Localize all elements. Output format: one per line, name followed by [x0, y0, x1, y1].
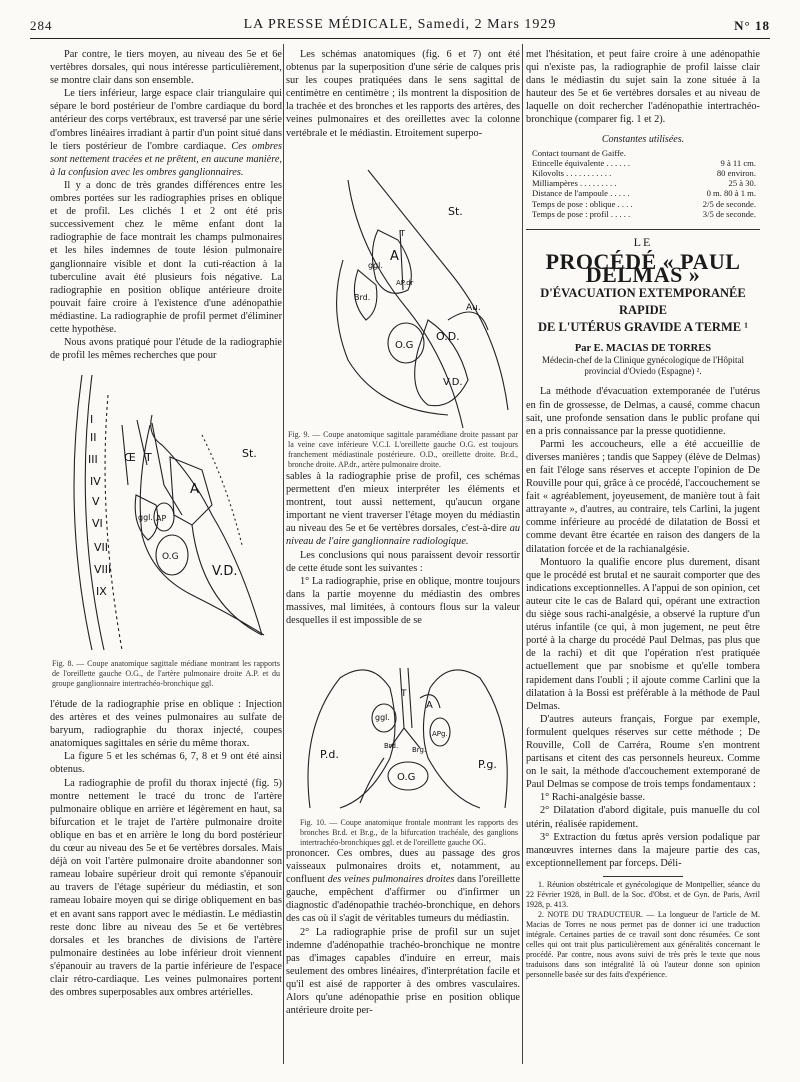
journal-title: LA PRESSE MÉDICALE, Samedi, 2 Mars 1929 — [243, 17, 557, 32]
paragraph: 3° Extraction du fœtus après version podalique par manœuvres internes dans la majeure partie des cas, exceptionnellement par forceps. Déli- — [526, 831, 760, 869]
ganglion-label: ggl. — [375, 713, 390, 722]
paragraph: sables à la radiographie prise de profil, ces schémas permettent d'en mieux interpréter les éléments et montrent, tout aussi nettement, qu'aucun organe important ne vient traverser l'étage moyen du médiastin au niveau des 5e et 6e vertèbres dorsales, c'est-à-dire au niveau de l'aire ganglionnaire radiologique. — [286, 471, 521, 548]
paragraph: Nous avons pratiqué pour l'étude de la radiographie de profil les mêmes recherches que pour — [50, 337, 282, 362]
constant-name: Temps de pose : profil . . . . . — [532, 208, 631, 219]
paragraph: prononcer. Ces ombres, dues au passage des gros vaisseaux pulmonaires droits et, notamment, au confluent des veines pulmonaires droites dans l'oreillette gauche, empêchent d'affirmer ou d'infirmer un diagnostic d'adénopathie trachéo-bronchique, en dehors des cas où il s'agit de véritables tumeurs du médiastin. — [286, 848, 521, 925]
constant-name: Kilovolts . . . . . . . . . . . — [532, 168, 612, 179]
article-title: PROCÉDÉ « PAUL DELMAS » — [545, 249, 741, 288]
left-lung-label: P.g. — [478, 758, 497, 771]
constants-table — [532, 148, 756, 219]
figure-8 — [52, 365, 280, 689]
footnote: 2. NOTE DU TRADUCTEUR. — La longueur de l'article de M. Macias de Torres ne nous permet pas de donner ici une traduction intégrale. Certaines parties de ce travail sont donc résumées. Ce sont celles qui ont trait plus particulièrement aux généralités concernant le procédé. Par contre, nous avons suivi de très près le texte que nous traduisons dans son intégralité là où l'auteur donne son opinion personnelle basée sur des faits d'expérience. — [526, 909, 760, 979]
constants-title: Constantes utilisées. — [601, 133, 685, 145]
pulmonary-artery-label: APg. — [432, 730, 448, 738]
paragraph: La méthode d'évacuation extemporanée de l'utérus en fin de grossesse, de Delmas, a causé, comme chacun sait, une profonde sensation dans le public profane qui en a pris connaissance par la presse quotidienne. — [526, 386, 760, 437]
paragraph: Par contre, le tiers moyen, au niveau des 5e et 6e vertèbres dorsales, qui nous intéresse particulièrement, se montre clair dans son ensemble. — [50, 49, 282, 87]
right-bronchus-label: Brd. — [354, 293, 371, 302]
right-ventricle-label: V.D. — [212, 564, 238, 579]
figure-10 — [300, 648, 518, 848]
constant-name: Temps de pose : oblique . . . . — [532, 198, 633, 209]
column-1-continued — [50, 698, 282, 999]
paragraph: La radiographie de profil du thorax injecté (fig. 5) montre nettement le tracé du tronc de l'artère pulmonaire oblique en arrière et légèrement en haut, sa bifurcation et le trajet de l'artère pulmonaire droite oblique en bas et en arrière le long du bord postérieur du cœur au niveau des 5e et 6e vertèbres dorsales. Mais déjà on voit l'artère pulmonaire droite abandonner son rameau lobaire supérieur droit qui remonte s'épanouir au travers de l'étage supérieur du médiastin, et son rameau lobaire moyen qui se dirige obliquement en bas et en avant sans rapport avec le médiastin. Le médiastin reste donc libre au niveau des 5e et 6e vertèbres dorsales et les branches de divisions de l'artère pulmonaire destinées au lobe inférieur droit viennent s'épanouir au travers de la partie inférieure de l'espace clair rétro-cardiaque. Les veines pulmonaires portent des ombres superposables aux ombres artérielles. — [50, 777, 282, 999]
vertebra-label: II — [90, 431, 97, 444]
aorta-label: A — [190, 482, 199, 497]
auricle-label: Au. — [466, 303, 481, 313]
constants-row — [532, 178, 756, 188]
right-atrium-label: O.D. — [436, 330, 460, 343]
paragraph: Montuoro la qualifie encore plus durement, disant que le procédé est brutal et ne saurait comporter que des indications exceptionnelles. A l'appui de son opinion, cet auteur cite le cas de Balard qui, opérant une extraction du siège sous rachi-analgésie, a observé la rupture d'un utérus infantile (ce qui, à mon jugement, ne peut être porté à la charge du procédé Paul Delmas, pas plus que de la rachi) et dit que l'opération n'est pratiquée actuellement que par snobisme et qu'elle tombera rapidement dans l'oubli ; il ajoute comme Carlini que la dilatation à la Bossi est préférable à la méthode de Paul Delmas. — [526, 556, 760, 712]
constant-name: Milliampères . . . . . . . . . — [532, 178, 617, 189]
column-2-bottom — [286, 847, 520, 1017]
constants-row — [532, 148, 756, 158]
paragraph: Le tiers inférieur, large espace clair triangulaire qui sépare le bord postérieur de l'ombre cardiaque du bord antérieur des corps vertébraux, est traversé par une série d'ombres linéaires irradiant à partir d'un point situé dans le tiers postérieur de l'ombre cardiaque. Ces ombres sont nettement tracées et ne prêtent, en aucune manière, à la confusion avec les ombres ganglionnaires. — [50, 88, 282, 178]
paragraph: met l'hésitation, et peut faire croire à une adénopathie qui n'existe pas, la radiographie de profil laisse clair dans le médiastin du sujet sain la zone située à la hauteur des 5e et 6e vertèbres dorsales et au niveau de laquelle on doit rechercher l'adénopathie intertrachéo-bronchique (comparer fig. 1 et 2). — [526, 49, 760, 126]
sternum-label: St. — [242, 447, 257, 460]
figure-10-caption: Fig. 10. — Coupe anatomique frontale montrant les rapports des bronches Br.d. et Br.g., de la bifurcation trachéale, des ganglions intertrachéo-bronchiques ggl. et de l'oreillette gauche OG. — [300, 818, 518, 847]
column-divider — [283, 44, 284, 1064]
paragraph: D'autres auteurs français, Forgue par exemple, formulent quelques réserves sur cette méthode ; De Rouville, Coll de Carréra, Roume s'en montrent partisans et citent des cas personnels heureux. Comme on le sait, la méthode d'accouchement extemporané de Paul Delmas se compose de trois temps fondamentaux : — [526, 713, 760, 791]
left-bronchus-label: Brg. — [412, 746, 427, 754]
vertebra-label: IV — [90, 475, 101, 488]
paragraph: 1° La radiographie, prise en oblique, montre toujours dans la partie moyenne du médiastin des ombres massives, mal limitées, à contours flous sur la valeur desquelles il est impossible de se — [286, 575, 520, 627]
paragraph: 2° La radiographie prise de profil sur un sujet indemne d'adénopathie trachéo-bronchique ne montre pas d'images capables d'induire en erreur, mais seulement des ombres linéaires, d'interprétation facile et qu'il est aisé de rapporter à des ombres vasculaires. Alors qu'une adénopathie prise en position oblique antérieure droite per- — [286, 926, 520, 1017]
paragraph: Il y a donc de très grandes différences entre les ombres portées sur les radiographies prises en oblique et de profil. Les clichés 1 et 2 ont été pris successivement chez le même enfant dont la radiographie de face montrait les champs pulmonaires et les hiles indemnes de toute lésion pulmonaire ganglionnaire visible et dont la cuti-réaction à la tuberculine avait été plusieurs fois négative. La radiographie en position oblique antérieure droite pouvait faire croire à l'existence d'une adénopathie médiastine. La radiographie de profil permet d'éliminer cette hypothèse. — [50, 179, 282, 335]
constants-row — [532, 199, 756, 209]
article-subtitle: D'ÉVACUATION EXTEMPORANÉE RAPIDE — [540, 286, 746, 318]
constants-row — [532, 158, 756, 168]
footnote: 1. Réunion obstétricale et gynécologique de Montpellier, séance du 22 Février 1928, in Bull. de la Soc. d'Obst. et de Gyn. de Paris, Avril 1928, p. 413. — [526, 879, 760, 909]
right-ventricle-label: V.D. — [443, 377, 463, 388]
vertebra-label: V — [92, 495, 100, 508]
paragraph: La figure 5 et les schémas 6, 7, 8 et 9 ont été ainsi obtenus. — [50, 751, 282, 776]
figure-10-drawing — [300, 648, 518, 816]
vertebra-label: I — [90, 413, 94, 426]
left-atrium-label: O.G — [397, 772, 416, 783]
constant-name: Distance de l'ampoule . . . . . — [532, 188, 630, 199]
footnotes — [526, 880, 760, 980]
trachea-label: T — [401, 689, 407, 699]
constant-value: 3/5 de seconde. — [702, 208, 756, 219]
paragraph: 1° Rachi-analgésie basse. — [540, 792, 646, 804]
constant-value: 25 à 30. — [728, 178, 756, 189]
right-bronchus-label: Brd. — [384, 742, 399, 750]
footnote-divider — [603, 876, 683, 877]
page-header — [30, 12, 770, 39]
constant-name: Contact tournant de Gaiffe. — [532, 147, 626, 158]
constants-row — [532, 168, 756, 178]
column-1 — [50, 48, 282, 362]
article-subtitle: DE L'UTÉRUS GRAVIDE A TERME ¹ — [538, 320, 748, 335]
figure-9-drawing — [288, 160, 518, 428]
vertebra-label: VII — [94, 541, 109, 554]
paragraph: l'étude de la radiographie prise en oblique : Injection des artères et des veines pulmonaires au sulfate de baryum, radiographie du thorax injecté, coupes anatomiques sagittales en série du même thorax. — [50, 699, 282, 750]
figure-9 — [288, 160, 518, 470]
left-atrium-label: O.G — [162, 552, 179, 562]
column-divider — [522, 44, 523, 1064]
sternum-label: St. — [448, 205, 463, 218]
constant-value: 0 m. 80 à 1 m. — [706, 188, 756, 199]
constants-row — [532, 209, 756, 219]
figure-8-drawing — [52, 365, 280, 657]
figure-8-caption: Fig. 8. — Coupe anatomique sagittale médiane montrant les rapports de l'oreillette gauche O.G., de l'artère pulmonaire droite A.P. et du groupe ganglionnaire intertrachéo-bronchique ggl. — [52, 659, 280, 688]
divider — [526, 229, 760, 230]
constants-row — [532, 188, 756, 198]
pulmonary-artery-label: AP.dr — [396, 279, 414, 287]
column-2 — [286, 48, 520, 140]
vertebra-label: VI — [92, 517, 103, 530]
constant-value — [679, 148, 757, 158]
article-prefix: LE — [633, 235, 653, 250]
paragraph: Parmi les accoucheurs, elle a été accueillie de diverses manières ; tandis que Sappey (élève de Delmas) en fait l'éloge sans réserves et accepte l'opinion de De Rouville pour qui, grâce à ce procédé, l'accouchement se fait « agréablement, joyeusement, de manière tout à fait attrayante », d'autres, au contraire, tels Carlini, la jugent comme inférieure au procédé de dilatation de Bossi et comme devant être écartée en raison des dangers de la dilatation forcée et de la rachianalgésie. — [526, 438, 761, 555]
article-affiliation: Médecin-chef de la Clinique gynécologique de l'Hôpital provincial d'Oviedo (Espagne) ². — [541, 355, 745, 377]
vertebra-label: III — [88, 453, 98, 466]
oesophagus-label: Œ — [124, 451, 136, 464]
ganglion-label: ggl. — [138, 513, 153, 522]
aorta-label: A — [426, 700, 433, 711]
article-author: Par E. MACIAS DE TORRES — [574, 343, 712, 355]
constant-value: 9 à 11 cm. — [720, 157, 756, 168]
figure-9-caption: Fig. 9. — Coupe anatomique sagittale paramédiane droite passant par la veine cave inférieure V.C.I. L'oreillette gauche O.G. est toujours franchement médiastinale postérieure. O.D., oreillette droite. Br.d., bronche droite. AP.dr., artère pulmonaire droite. — [288, 430, 518, 469]
constant-name: Etincelle équivalente . . . . . . — [532, 157, 631, 168]
page-number: 284 — [30, 18, 53, 33]
trachea-label: T — [145, 451, 152, 464]
trachea-label: T — [400, 229, 405, 238]
paragraph: Les conclusions qui nous paraissent devoir ressortir de cette étude sont les suivantes : — [286, 549, 520, 574]
constant-value: 80 environ. — [716, 168, 756, 179]
column-2-middle — [286, 470, 520, 627]
paragraph: Les schémas anatomiques (fig. 6 et 7) ont été obtenus par la superposition d'une série de calques pris sur les coupes pratiquées dans le sens sagittal de centimètre en centimètre ; ils montrent la disposition de la trachée et des bronches et les rapports des artères, des veines pulmonaires et des oreillettes avec la colonne vertébrale et le médiastin. Etroitement superpo- — [286, 49, 520, 139]
column-3 — [526, 48, 760, 980]
right-lung-label: P.d. — [320, 748, 339, 761]
aorta-label: A — [390, 249, 399, 264]
vertebra-label: IX — [96, 585, 107, 598]
left-atrium-label: O.G — [395, 340, 414, 351]
issue-number: N° 18 — [734, 18, 770, 33]
ganglion-label: ggl. — [368, 261, 383, 270]
vertebra-label: VIII — [94, 563, 112, 576]
pulmonary-artery-label: AP — [156, 514, 167, 523]
constant-value: 2/5 de seconde. — [702, 198, 756, 209]
paragraph: 2° Dilatation d'abord digitale, puis manuelle du col utérin, réalisée rapidement. — [526, 805, 760, 830]
